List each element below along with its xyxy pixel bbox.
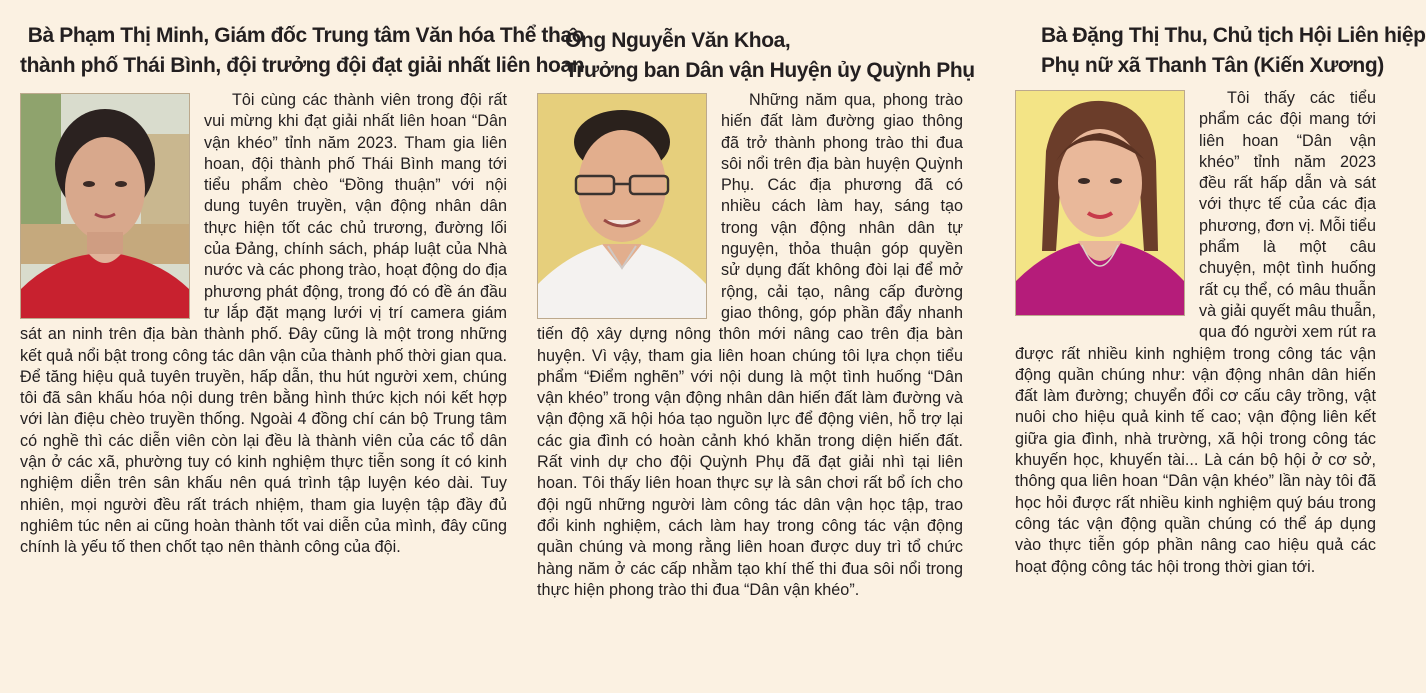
- heading-line-1: Ông Nguyễn Văn Khoa,: [565, 29, 791, 52]
- interview-body-text: Tôi thấy các tiểu phẩm các đội mang tới liên hoan “Dân vận khéo” tỉnh năm 2023 đều rất hấp dẫn và sát với thực tế của các địa phương, đơn vị. Mỗi tiểu phẩm là một câu chuyện, một tình huống rất cụ thể, có mâu thuẫn và giải quyết mâu thuẫn, qua đó người xem rút ra được rất nhiều kinh nghiệm trong công tác vận động quần chúng như: vận động nhân dân hiến đất làm đường; chuyển đổi cơ cấu cây trồng, vật nuôi cho hiệu quả kinh tế cao; vận động liên kết giữa gia đình, nhà trường, xã hội trong công tác khuyến học, khuyến tài... Là cán bộ hội ở cơ sở, thông qua liên hoan “Dân vận khéo” lần này tôi đã học hỏi được rất nhiều kinh nghiệm quý báu trong công tác vận động quần chúng có thể áp dụng vào thực tiễn góp phần nâng cao hiệu quả các hoạt động công tác hội trong thời gian tới.: [1015, 89, 1376, 576]
- interview-body-text: Tôi cùng các thành viên trong đội rất vui mừng khi đạt giải nhất liên hoan “Dân vận khéo” tỉnh năm 2023. Tham gia liên hoan, đội thành phố Thái Bình mang tới tiểu phẩm chèo “Đồng thuận” với nội dung tuyên truyền, vận động nhân dân thực hiện tốt các chủ trương, đường lối của Đảng, chính sách, pháp luật của Nhà nước và các phong trào, hoạt động do địa phương phát động, trong đó có đề án đầu tư lắp đặt mạng lưới vị trí camera giám sát an ninh trên địa bàn thành phố. Đây cũng là một trong những kết quả nổi bật trong công tác dân vận của thành phố thời gian qua. Để tăng hiệu quả tuyên truyền, hấp dẫn, thu hút người xem, chúng tôi đã sân khấu hóa nội dung trên bằng hình thức kịch nói kết hợp với làn điệu chèo truyền thống. Ngoài 4 đồng chí cán bộ Trung tâm có nghề thì các diễn viên còn lại đều là thành viên của các tổ dân vận ở các xã, phường tuy có kinh nghiệm thực tiễn song ít có kinh nghiệm diễn trên sân khấu nên quá trình tập luyện kéo dài. Tuy nhiên, mọi người đều rất trách nhiệm, tham gia luyện tập đầy đủ nghiêm túc nên ai cũng hoàn thành tốt vai diễn của mình, đây cũng chính là yếu tố then chốt tạo nên thành công của đội.: [20, 91, 507, 557]
- interview-column-2: [537, 0, 975, 693]
- interview-heading: [20, 21, 584, 81]
- interview-body: [537, 90, 963, 601]
- interview-body: [20, 90, 507, 559]
- interview-body: [1015, 88, 1376, 578]
- interview-column-3: [1015, 0, 1426, 693]
- interview-heading: [1041, 21, 1426, 81]
- heading-line-2: Phụ nữ xã Thanh Tân (Kiến Xương): [1041, 54, 1384, 77]
- heading-line-1: Bà Phạm Thị Minh, Giám đốc Trung tâm Văn hóa Thể thao: [27, 24, 585, 47]
- heading-line-2: Trưởng ban Dân vận Huyện ủy Quỳnh Phụ: [565, 59, 975, 82]
- interview-column-1: [20, 0, 585, 693]
- interview-body-text: Những năm qua, phong trào hiến đất làm đường giao thông đã trở thành phong trào thi đua sôi nổi trên địa bàn huyện Quỳnh Phụ. Các địa phương đã có nhiều cách làm hay, sáng tạo trong vận động nhân dân tự nguyện, thỏa thuận góp quyền sử dụng đất không đòi lại để mở rộng, cải tạo, nâng cấp đường giao thông, góp phần đẩy nhanh tiến độ xây dựng nông thôn mới nâng cao trên địa bàn huyện. Vì vậy, tham gia liên hoan chúng tôi lựa chọn tiểu phẩm “Điểm nghẽn” với nội dung là một tình huống “Dân vận khéo” trong vận động nhân dân hiến đất làm đường và vận động xã hội hóa tạo nguồn lực để động viên, hỗ trợ lại các gia đình có hoàn cảnh khó khăn trong diện hiến đất. Rất vinh dự cho đội Quỳnh Phụ đã đạt giải nhì tại liên hoan. Tôi thấy liên hoan thực sự là sân chơi rất bổ ích cho đội ngũ những người làm công tác dân vận học tập, trao đổi kinh nghiệm, cách làm hay trong công tác vận động quần chúng và mong rằng liên hoan được duy trì tổ chức hàng năm ở các cấp nhằm tạo khí thế thi đua sôi nổi trong thực hiện phong trào thi đua “Dân vận khéo”.: [537, 91, 963, 599]
- interview-heading: [565, 26, 975, 86]
- heading-line-1: Bà Đặng Thị Thu, Chủ tịch Hội Liên hiệp: [1041, 24, 1426, 47]
- heading-line-2: thành phố Thái Bình, đội trưởng đội đạt giải nhất liên hoan: [20, 54, 585, 77]
